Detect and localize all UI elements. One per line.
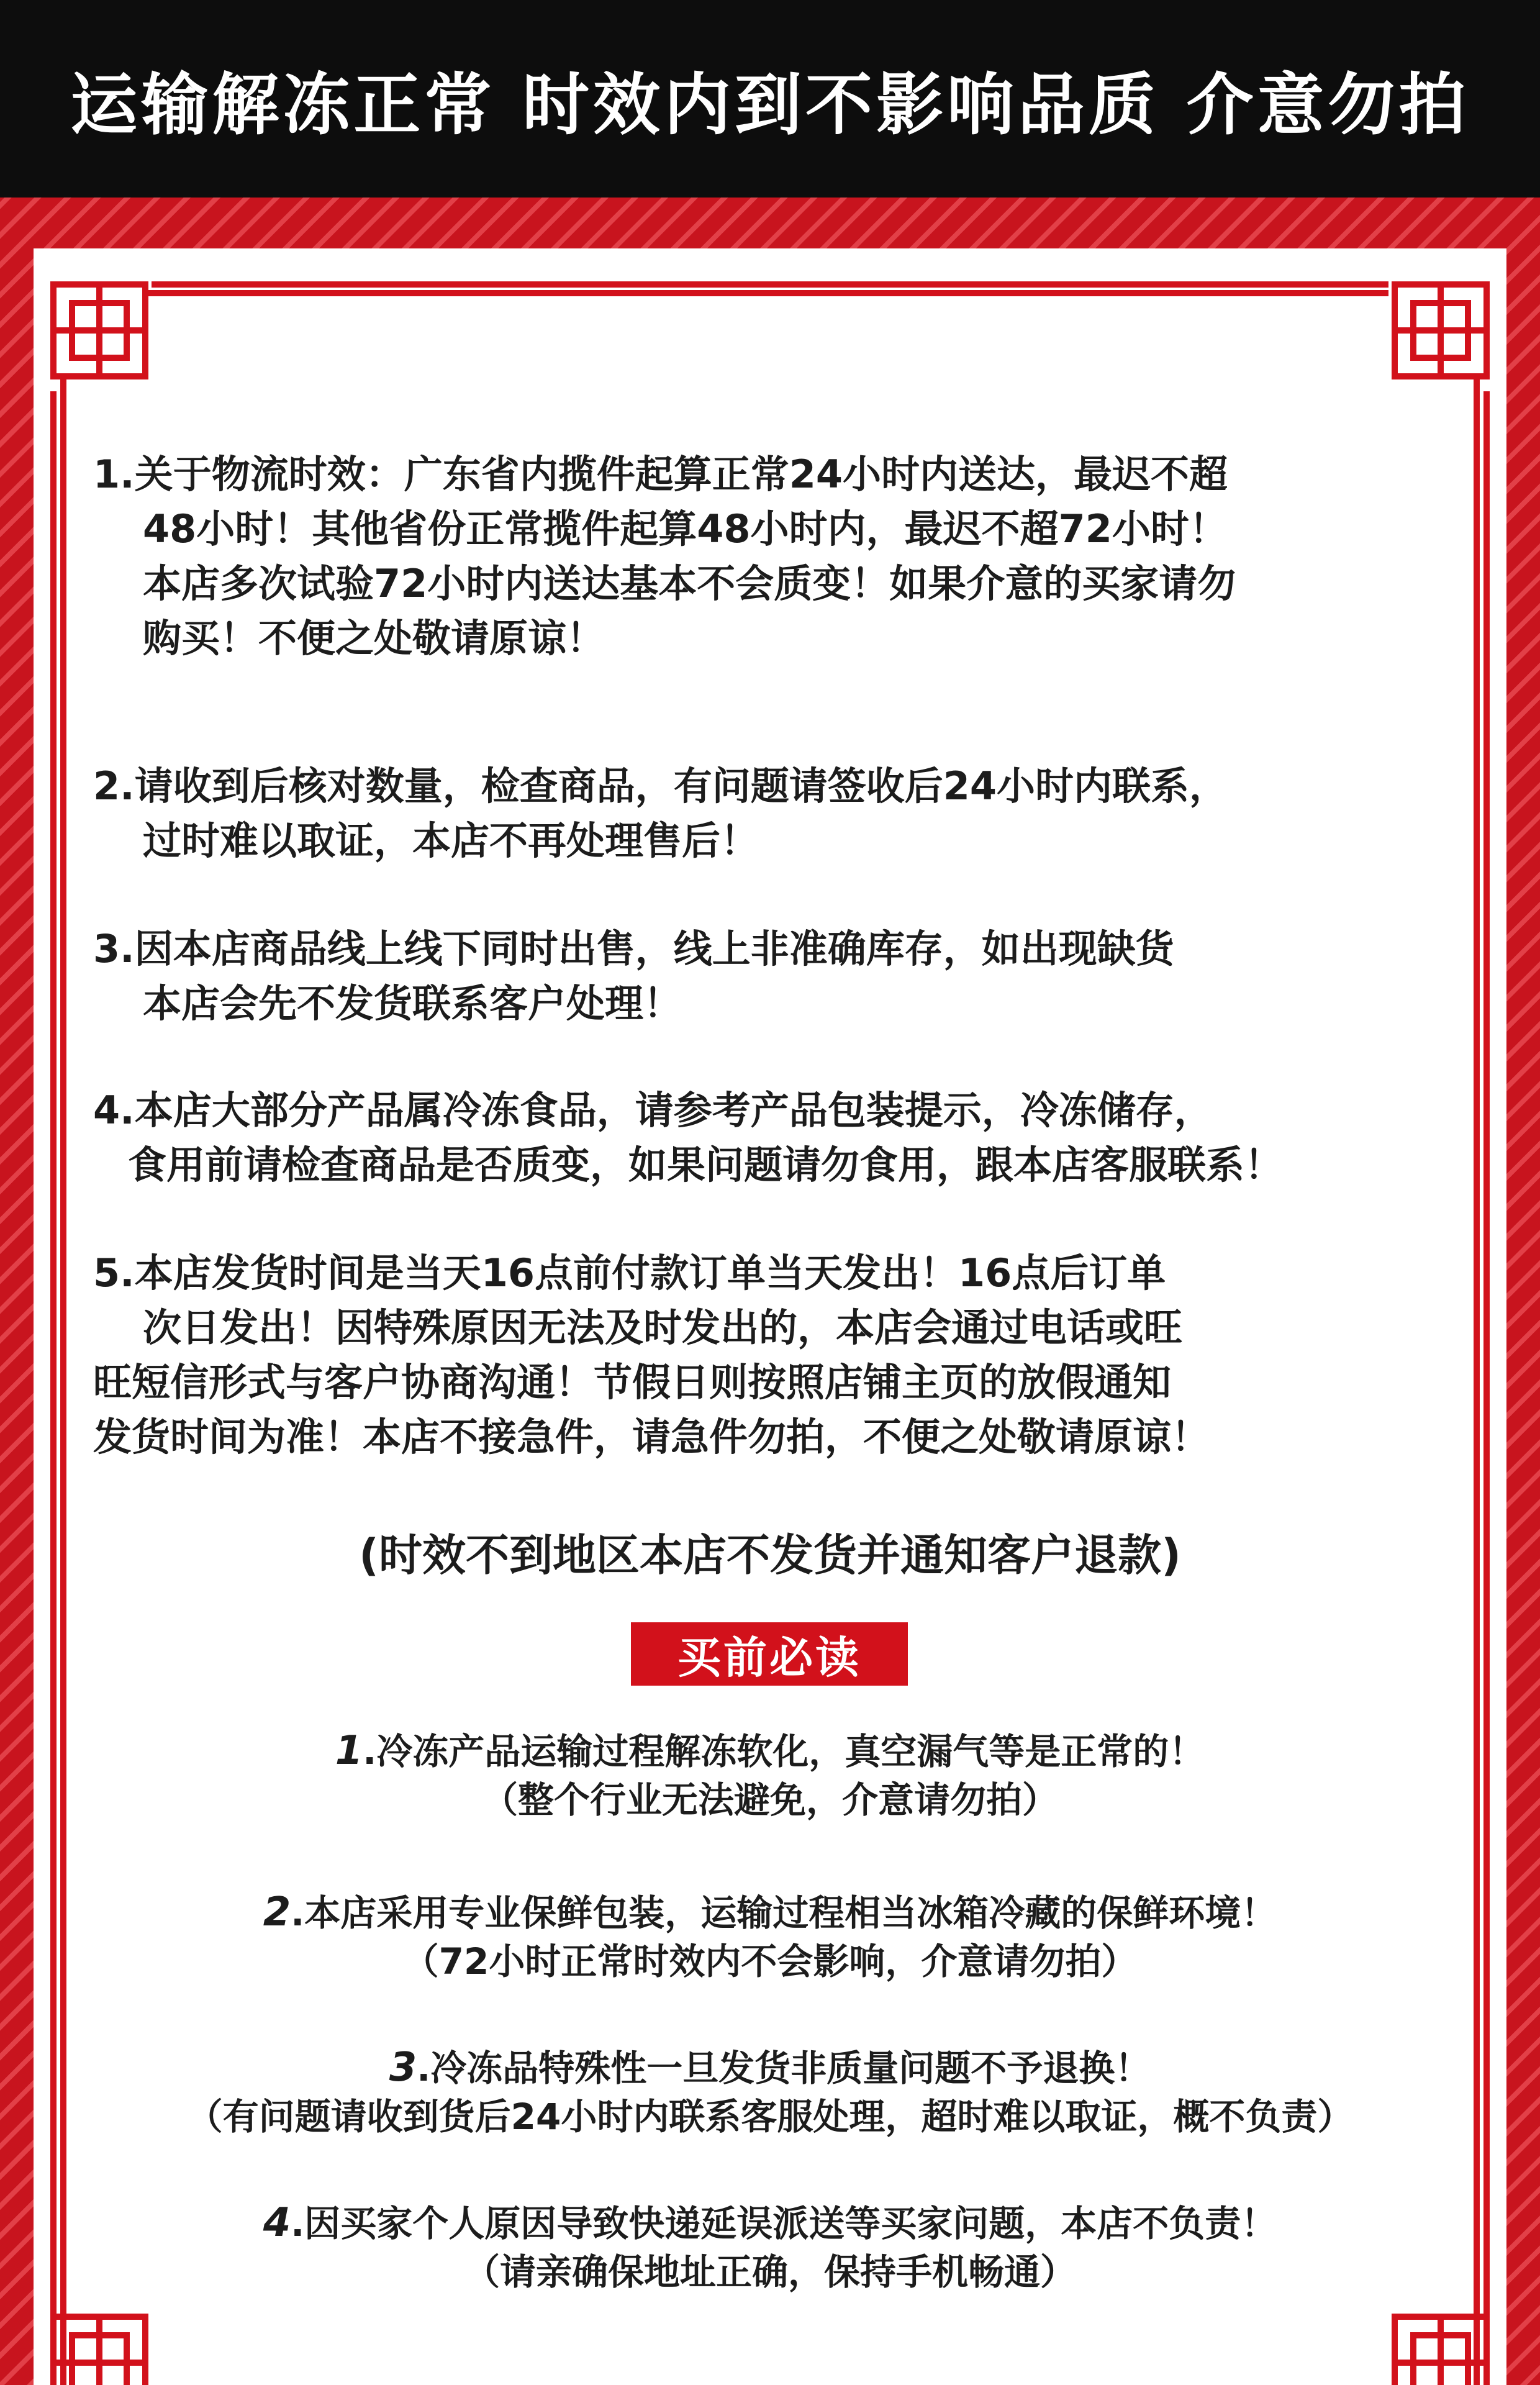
notice-text: .因买家个人原因导致快递延误派送等买家问题，本店不负责！ [291, 2202, 1277, 2245]
term-2 [93, 759, 1228, 868]
notice-number: 1 [335, 1728, 363, 1774]
banner-title: 运输解冻正常 时效内到不影响品质 介意勿拍 [70, 66, 1470, 144]
notice-number: 2 [263, 1889, 291, 1935]
corner-ornament-bottom-right [1395, 2317, 1487, 2385]
notice-1 [0, 1727, 1540, 1824]
term-line: 食用前请检查商品是否质变，如果问题请勿食用，跟本店客服联系！ [128, 1142, 1284, 1188]
notice-2 [0, 1888, 1540, 1986]
term-4 [93, 1083, 1283, 1192]
term-line: 2.请收到后核对数量，检查商品，有问题请签收后24小时内联系， [93, 763, 1228, 809]
term-line: 购买！不便之处敬请原谅！ [143, 616, 605, 661]
term-line: 5.本店发货时间是当天16点前付款订单当天发出！16点后订单 [93, 1250, 1166, 1296]
notice-number: 4 [263, 2200, 291, 2246]
term-3 [93, 922, 1174, 1031]
notice-4 [0, 2199, 1540, 2296]
corner-ornament-top-left [53, 284, 152, 391]
term-line: 4.本店大部分产品属冷冻食品，请参考产品包装提示，冷冻储存， [93, 1088, 1213, 1133]
notice-sub: （有问题请收到货后24小时内联系客服处理，超时难以取证，概不负责） [186, 2096, 1354, 2138]
notice-text: .本店采用专业保鲜包装，运输过程相当冰箱冷藏的保鲜环境！ [291, 1892, 1277, 1934]
term-1 [93, 447, 1236, 666]
term-line: 旺短信形式与客户协商沟通！节假日则按照店铺主页的放假通知 [93, 1360, 1172, 1405]
notice-number: 3 [389, 2045, 417, 2091]
notice-sub: （整个行业无法避免，介意请勿拍） [481, 1779, 1058, 1821]
corner-ornament-bottom-left [53, 2317, 145, 2385]
term-line: 3.因本店商品线上线下同时出售，线上非准确库存，如出现缺货 [93, 926, 1174, 971]
corner-ornament-top-right [1395, 284, 1487, 391]
term-line: 48小时！其他省份正常揽件起算48小时内，最迟不超72小时！ [143, 506, 1228, 552]
term-line: 次日发出！因特殊原因无法及时发出的，本店会通过电话或旺 [143, 1305, 1183, 1350]
term-line: 1.关于物流时效：广东省内揽件起算正常24小时内送达，最迟不超 [93, 452, 1228, 497]
term-line: 本店多次试验72小时内送达基本不会质变！如果介意的买家请勿 [143, 561, 1236, 606]
region-note: (时效不到地区本店不发货并通知客户退款) [359, 1530, 1181, 1581]
notice-text: .冷冻产品运输过程解冻软化，真空漏气等是正常的！ [363, 1730, 1205, 1773]
notice-3 [0, 2043, 1540, 2141]
top-banner [0, 0, 1540, 198]
notice-text: .冷冻品特殊性一旦发货非质量问题不予退换！ [417, 2047, 1151, 2089]
term-line: 过时难以取证，本店不再处理售后！ [143, 818, 759, 863]
term-line: 本店会先不发货联系客户处理！ [143, 981, 682, 1026]
term-line: 发货时间为准！本店不接急件，请急件勿拍，不便之处敬请原谅！ [93, 1414, 1210, 1460]
must-read-label: 买前必读 [631, 1622, 908, 1686]
notice-sub: （请亲确保地址正确，保持手机畅通） [463, 2251, 1076, 2293]
notice-sub: （72小时正常时效内不会影响，介意请勿拍） [402, 1940, 1138, 1983]
term-5 [93, 1246, 1210, 1465]
